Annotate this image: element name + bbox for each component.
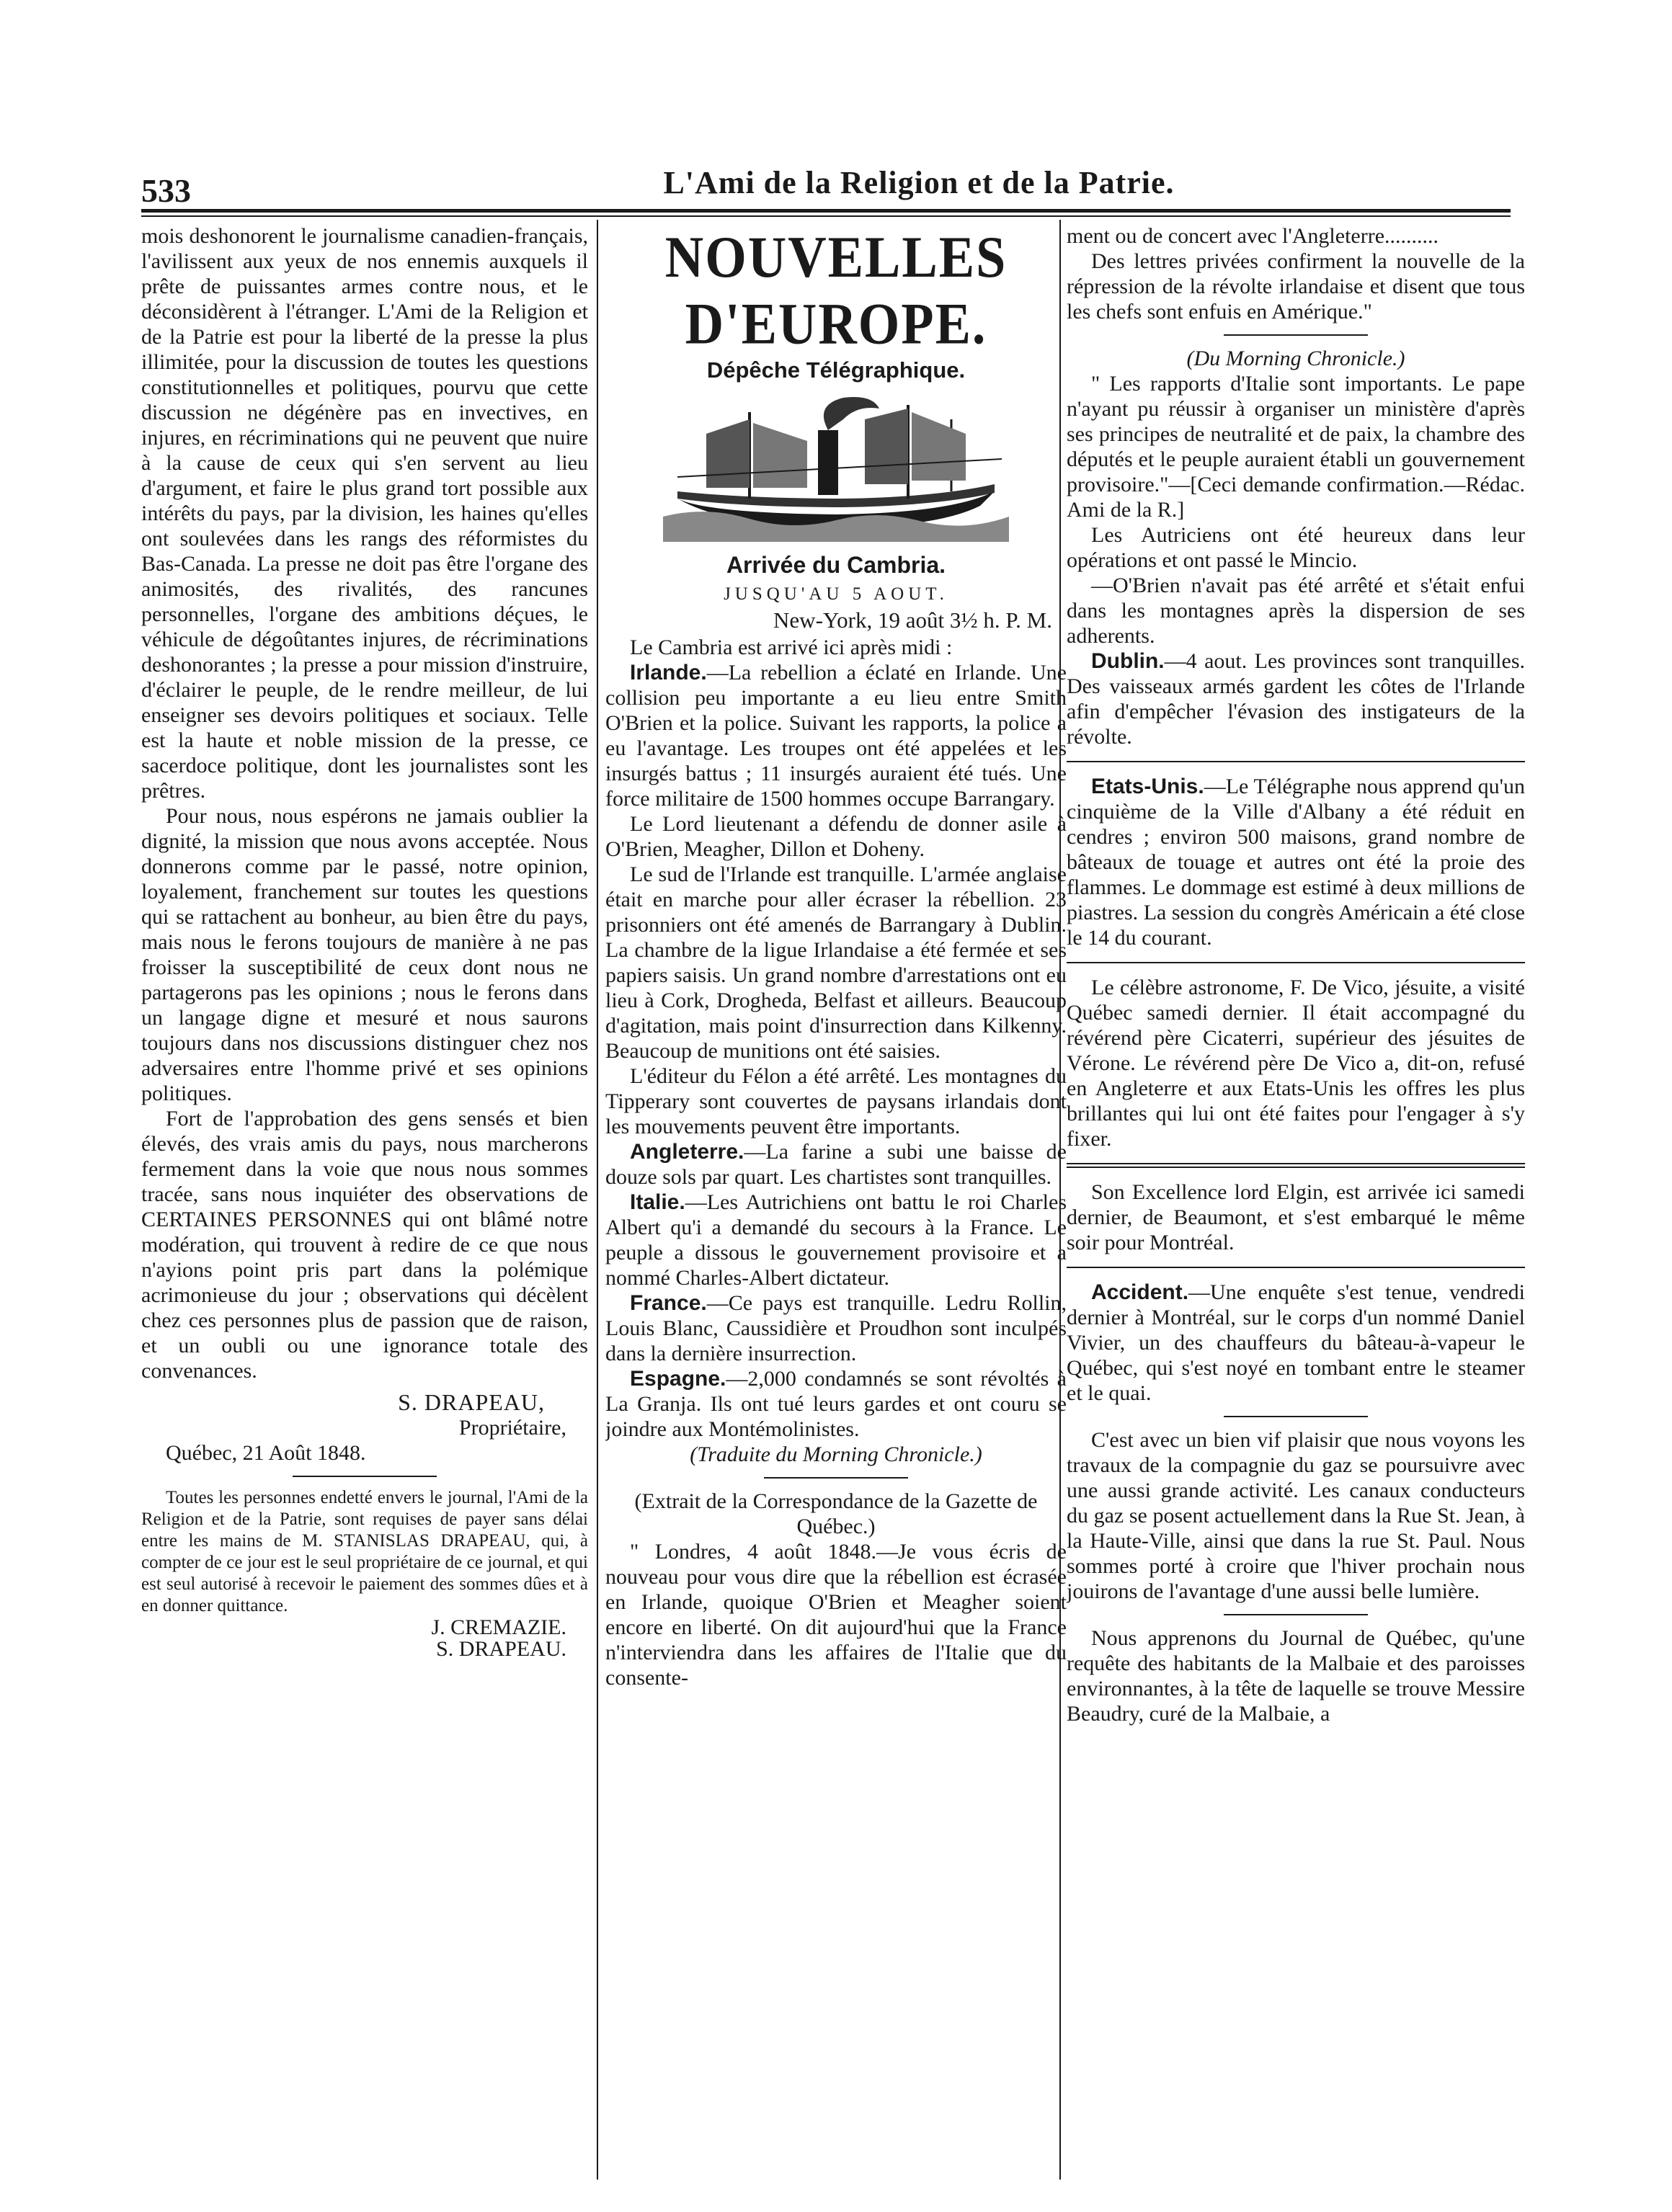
irlande-text: —La rebellion a éclaté en Irlande. Une collision peu importante a eu lieu entre Smith O'Brien et la police. Suivant les rapports, la police a eu l'avantage. Les troupes ont été appelées et les insurgés battus ; 11 insurgés auraient été tués. Une force militaire de 1500 hommes occupe Barrangary.: [605, 661, 1067, 811]
chronicle-credit: (Du Morning Chronicle.): [1186, 347, 1405, 370]
france-heading: France.: [630, 1291, 707, 1315]
dublin-text: —4 aout. Les provinces sont tranquilles. Des vaisseaux armés gardent les côtes de l'Irlande afin d'empêcher l'évasion des instigateurs de la révolte.: [1067, 649, 1525, 749]
extract-credit: (Extrait de la Correspondance de la Gazette de Québec.): [634, 1489, 1038, 1538]
letters-paragraph: Des lettres privées confirment la nouvelle de la répression de la révolte irlandaise et disent que tous les chefs sont enfuis en Amérique.": [1067, 249, 1525, 324]
etats-unis-heading: Etats-Unis.: [1091, 775, 1204, 798]
section-divider: [1224, 1614, 1368, 1615]
dublin-heading: Dublin.: [1091, 649, 1165, 673]
italy-reports: " Les rapports d'Italie sont importants. Le pape n'ayant pu réussir à organiser un ministère d'après ses principes de neutralité et de paix, la chambre des députés et le peuple auraient établi un gouvernement provisoire."—[Ceci demande confirmation.—Rédac. Ami de la R.]: [1067, 372, 1525, 522]
obrien-paragraph: —O'Brien n'avait pas été arrêté et s'était enfui dans les montagnes après la dispersion de ses adherents.: [1067, 574, 1525, 648]
section-divider: [1224, 1416, 1368, 1417]
intro-line: Le Cambria est arrivé ici après midi :: [630, 635, 953, 659]
espagne-heading: Espagne.: [630, 1367, 726, 1391]
italie-text: —Les Autrichiens ont battu le roi Charles Albert qu'i a demandé du secours à la France. Le peuple a dissous le gouvernement provisoire et a nommé Charles-Albert dictateur.: [605, 1190, 1067, 1290]
italie-heading: Italie.: [630, 1190, 685, 1214]
dateline: New-York, 19 août 3½ h. P. M.: [773, 607, 1052, 633]
column-middle: [605, 223, 1067, 2183]
angleterre-text: —La farine a subi une baisse de douze sols par quart. Les chartistes sont tranquilles.: [605, 1140, 1067, 1189]
elgin-paragraph: Son Excellence lord Elgin, est arrivée ici samedi dernier, de Beaumont, et s'est embarqué le même soir pour Montréal.: [1067, 1180, 1525, 1254]
section-divider: [1067, 1267, 1525, 1268]
payment-notice: Toutes les personnes endetté envers le journal, l'Ami de la Religion et de la Patrie, sont requises de payer sans délai entre les mains de M. STANISLAS DRAPEAU, qui, à compter de ce jour est le seul propriétaire de ce journal, et qui est seul autorisé à recevoir le paiement des sommes dûes et à en donner quittance.: [141, 1488, 588, 1615]
section-divider: [1224, 334, 1368, 336]
accident-text: —Une enquête s'est tenue, vendredi dernier à Montréal, sur le corps d'un nommé Daniel Vivier, un des chauffeurs du bâteau-à-vapeur le Québec, qui s'est noyé en tombant entre le steamer et le quai.: [1067, 1280, 1525, 1405]
section-divider: [1067, 761, 1525, 762]
section-divider: [764, 1477, 908, 1479]
section-divider: [293, 1476, 437, 1477]
editorial-paragraph-2: Pour nous, nous espérons ne jamais oublier la dignité, la mission que nous avons acceptée. Nous donnerons comme par le passé, notre opinion, loyalement, franchement sur toutes les questions qui se rattachent au bonheur, au bien être du pays, mais nous le ferons toujours de manière à ne pas froisser la susceptibilité de ceux dont nous ne partagerons pas les opinions ; nous le ferons dans un langage digne et mesuré et nous saurons toujours dans nos discussions distinguer chez nos adversaires entre l'homme privé et ses opinions politiques.: [141, 804, 588, 1105]
london-letter: " Londres, 4 août 1848.—Je vous écris de nouveau pour vous dire que la rébellion est écrasée en Irlande, quoique O'Brien et Meagher soient encore en liberté. On dit aujourd'hui que la France n'interviendra dans les affaires de l'Italie que du consente-: [605, 1540, 1067, 1690]
continuation-line: ment ou de concert avec l'Angleterre..........: [1067, 224, 1439, 248]
lord-paragraph: Le Lord lieutenant a défendu de donner asile à O'Brien, Meagher, Dillon et Doheny.: [605, 812, 1067, 861]
header-rule-thin: [141, 215, 1511, 217]
section-divider: [1067, 962, 1525, 963]
austrians-paragraph: Les Autriciens ont été heureux dans leur opérations et ont passé le Mincio.: [1067, 523, 1525, 572]
header-rule: [141, 209, 1511, 213]
column-right: [1067, 223, 1525, 2183]
vico-paragraph: Le célèbre astronome, F. De Vico, jésuite, a visité Québec samedi dernier. Il était accompagné du révérend père Cicaterri, supérieur des jésuites de Vérone. Le révérend père De Vico a, dit-on, refusé en Angleterre et aux Etats-Unis les offres les plus brillantes qui lui ont été faites pour l'engager à s'y fixer.: [1067, 976, 1525, 1151]
column-left: [141, 223, 588, 2183]
malbaie-paragraph: Nous apprenons du Journal de Québec, qu'une requête des habitants de la Malbaie et des paroisses environnantes, à la tête de laquelle se trouve Messire Beaudry, curé de la Malbaie, a: [1067, 1626, 1525, 1726]
column-rule-1: [597, 220, 598, 2180]
signature-title: Propriétaire,: [458, 1416, 566, 1440]
gas-paragraph: C'est avec un bien vif plaisir que nous voyons les travaux de la compagnie du gaz se poursuivre avec une aussi grande activité. Les canaux conducteurs du gaz se posent actuellement dans la Rue St. Jean, à la Haute-Ville, ainsi que dans la rue St. Paul. Nous sommes porté à croire que l'hiver prochain nous jouirons de l'avantage d'une aussi belle lumière.: [1067, 1428, 1525, 1603]
notice-signature-2: S. DRAPEAU.: [436, 1637, 566, 1661]
steamship-icon: [663, 391, 1009, 542]
translated-credit: (Traduite du Morning Chronicle.): [690, 1442, 982, 1466]
notice-signature-1: J. CREMAZIE.: [431, 1615, 566, 1639]
accident-heading: Accident.: [1091, 1280, 1189, 1304]
angleterre-heading: Angleterre.: [630, 1140, 744, 1164]
running-head-title: L'Ami de la Religion et de la Patrie.: [663, 165, 1175, 200]
felon-paragraph: L'éditeur du Félon a été arrêté. Les montagnes du Tipperary sont couvertes de paysans irlandais dont les mouvements peuvent être importants.: [605, 1064, 1067, 1138]
espagne-text: —2,000 condamnés se sont révoltés à La Granja. Ils ont tué leurs gardes et ont couru se joindre aux Montémolinistes.: [605, 1367, 1067, 1441]
section-subtitle: Dépêche Télégraphique.: [706, 357, 966, 383]
irlande-heading: Irlande.: [630, 661, 707, 684]
signature-name: S. DRAPEAU,: [398, 1389, 545, 1415]
south-ireland-paragraph: Le sud de l'Irlande est tranquille. L'armée anglaise était en marche pour aller écraser la rébellion. 23 prisonniers ont été amenés de Barrangary à Dublin. La chambre de la ligue Irlandaise a été fermée et ses papiers saisis. Un grand nombre d'arrestations ont eu lieu à Cork, Drogheda, Belfast et ailleurs. Beaucoup d'agitation, mais point d'insurrection dans Kilkenny. Beaucoup de munitions ont été saisies.: [605, 862, 1067, 1063]
until-date: JUSQU'AU 5 AOUT.: [724, 584, 948, 604]
etats-unis-text: —Le Télégraphe nous apprend qu'un cinquième de la Ville d'Albany a été réduit en cendres ; environ 500 maisons, grand nombre de bâteaux de touage et autres ont été la proie des flammes. Le dommage est estimé à deux millions de piastres. La session du congrès Américain a été close le 14 du courant.: [1067, 775, 1525, 950]
double-divider: [1067, 1163, 1525, 1168]
section-title: NOUVELLES D'EUROPE.: [664, 225, 1008, 357]
france-text: —Ce pays est tranquille. Ledru Rollin, Louis Blanc, Caussidière et Proudhon sont inculpés dans la dernière insurrection.: [605, 1291, 1067, 1365]
signature-date: Québec, 21 Août 1848.: [166, 1441, 366, 1465]
editorial-paragraph-3: Fort de l'approbation des gens sensés et bien élevés, des vrais amis du pays, nous marcherons fermement dans la voie que nous nous sommes tracée, sans nous inquiéter des observations de CERTAINES PERSONNES qui ont blâmé notre modération, qui trouvent à redire de ce que nous n'ayions point pris part dans la polémique acrimonieuse du jour ; observations qui décèlent chez ces personnes plus de passion que de raison, et un oubli ou une ignorance totale des convenances.: [141, 1107, 588, 1383]
editorial-paragraph-1: mois deshonorent le journalisme canadien-français, l'avilissent aux yeux de nos ennemis auxquels il prête de puissantes armes contre nous, et le déconsidèrent à l'étranger. L'Ami de la Religion et de la Patrie est pour la liberté de la presse la plus illimitée, pour la discussion de toutes les questions constitutionnelles et politiques, pourvu que cette discussion ne dégénère pas en invectives, en injures, en récriminations qui ne peuvent que nuire à la cause de ceux qui s'en servent au lieu d'argument, et faire le plus grand tort possible aux intérêts du pays, par la division, les haines qu'elles ont soulevées dans les rangs des réformistes du Bas-Canada. La presse ne doit pas être l'organe des animosités, des rivalités, des rancunes personnelles, l'organe des ambitions déçues, le véhicule de dégoûtantes injures, de récriminations deshonorantes ; la presse a pour mission d'instruire, d'éclairer le peuple, de le rendre meilleur, de lui enseigner ses devoirs politiques et sociaux. Telle est la haute et noble mission de la presse, ce sacerdoce politique, dont les journalistes sont les prêtres.: [141, 224, 588, 803]
page-number: 533: [141, 172, 191, 209]
arrival-heading: Arrivée du Cambria.: [726, 552, 946, 578]
